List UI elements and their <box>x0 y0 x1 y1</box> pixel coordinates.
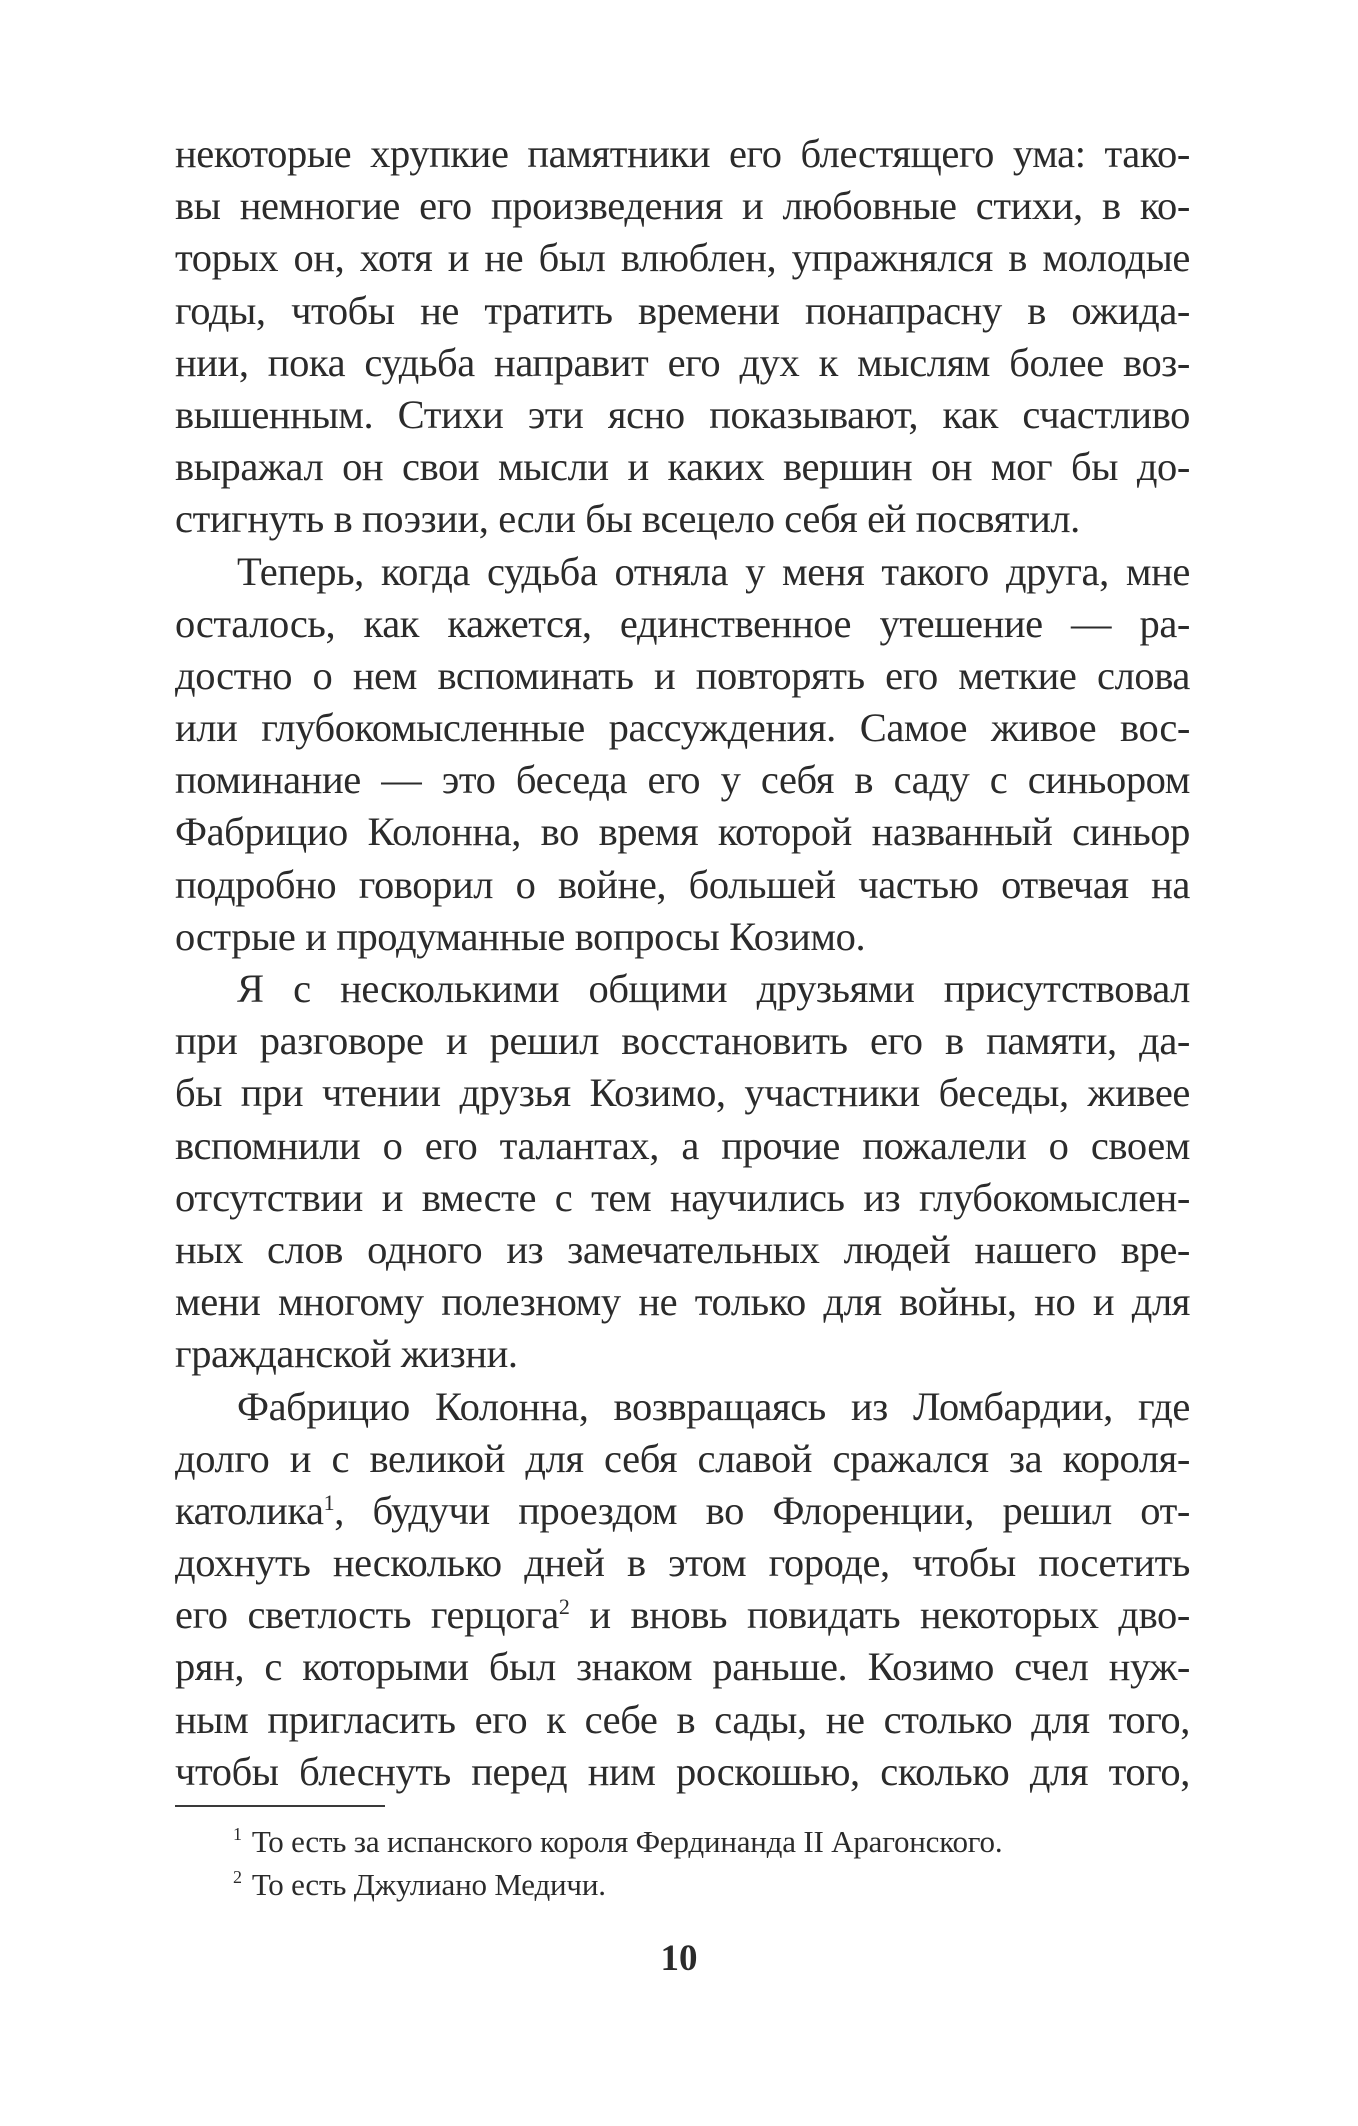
paragraph-first-line: Я с несколькими общими друзьями присутствовал <box>237 966 1190 1011</box>
text-line: нии, пока судьба направит его дух к мыслям более воз- <box>175 339 1190 385</box>
footnote-marker: 2 <box>233 1867 242 1887</box>
footnote-1 <box>233 1820 1193 1863</box>
footnote-reference-1[interactable]: 1 <box>323 1489 335 1515</box>
text-line: или глубокомысленные рассуждения. Самое живое вос- <box>175 705 1190 751</box>
text-line: торых он, хотя и не был влюблен, упражнялся в молодые <box>175 235 1190 281</box>
text-line: годы, чтобы не тратить времени понапрасну в ожида- <box>175 287 1190 333</box>
text-line: при разговоре и решил восстановить его в памяти, да- <box>175 1018 1190 1064</box>
text-line: вспомнили о его талантах, а прочие пожалели о своем <box>175 1122 1190 1168</box>
footnote-text: То есть Джулиано Медичи. <box>251 1867 606 1902</box>
text-line-with-footnote-ref <box>175 1485 1190 1537</box>
footnote-divider <box>175 1805 385 1807</box>
text-line: рян, с которыми был знаком раньше. Козимо счел нуж- <box>175 1644 1190 1690</box>
text-line: осталось, как кажется, единственное утешение — ра- <box>175 600 1190 646</box>
footnote-2 <box>233 1863 1193 1906</box>
body-text <box>175 128 1190 1798</box>
text-line: выражал он свои мысли и каких вершин он мог бы до- <box>175 444 1190 490</box>
text-line: дохнуть несколько дней в этом городе, чтобы посетить <box>175 1540 1190 1586</box>
text-line: чтобы блеснуть перед ним роскошью, сколько для того, <box>175 1748 1190 1794</box>
footnote-reference-2[interactable]: 2 <box>558 1594 570 1620</box>
text-line: вы немногие его произведения и любовные стихи, в ко- <box>175 183 1190 229</box>
text-line: ных слов одного из замечательных людей нашего вре- <box>175 1226 1190 1272</box>
text-line: мени многому полезному не только для войны, но и для <box>175 1279 1190 1325</box>
text-line: Фабрицио Колонна, во время которой названный синьор <box>175 809 1190 855</box>
text-line: достно о нем вспоминать и повторять его меткие слова <box>175 652 1190 698</box>
text-segment: и вновь повидать некоторых дво- <box>569 1592 1190 1638</box>
text-line: острые и продуманные вопросы Козимо. <box>175 913 866 959</box>
footnotes <box>233 1820 1193 1906</box>
text-line-with-footnote-ref <box>175 1589 1190 1641</box>
text-segment: его светлость герцога <box>175 1592 559 1638</box>
text-segment: , будучи проездом во Флоренции, решил от- <box>334 1487 1190 1533</box>
page-number: 10 <box>660 1938 698 1979</box>
text-line: подробно говорил о войне, большей частью отвечая на <box>175 861 1190 907</box>
text-line: некоторые хрупкие памятники его блестящего ума: тако- <box>175 131 1190 176</box>
text-line: бы при чтении друзья Козимо, участники беседы, живее <box>175 1070 1190 1116</box>
text-segment: католика <box>175 1487 324 1533</box>
text-line: отсутствии и вместе с тем научились из глубокомыслен- <box>175 1174 1190 1220</box>
text-line: долго и с великой для себя славой сражался за короля- <box>175 1435 1190 1481</box>
text-line: гражданской жизни. <box>175 1331 518 1377</box>
paragraph-first-line: Теперь, когда судьба отняла у меня такого друга, мне <box>237 548 1190 594</box>
paragraph-first-line: Фабрицио Колонна, возвращаясь из Ломбардии, где <box>237 1383 1190 1429</box>
text-line: вышенным. Стихи эти ясно показывают, как счастливо <box>175 391 1190 437</box>
footnote-marker: 1 <box>233 1824 242 1844</box>
text-line: ным пригласить его к себе в сады, не столько для того, <box>175 1696 1190 1742</box>
footnote-text: То есть за испанского короля Фердинанда II Арагонского. <box>251 1824 1003 1859</box>
text-line: стигнуть в поэзии, если бы всецело себя ей посвятил. <box>175 496 1080 542</box>
text-line: поминание — это беседа его у себя в саду с синьором <box>175 757 1190 803</box>
